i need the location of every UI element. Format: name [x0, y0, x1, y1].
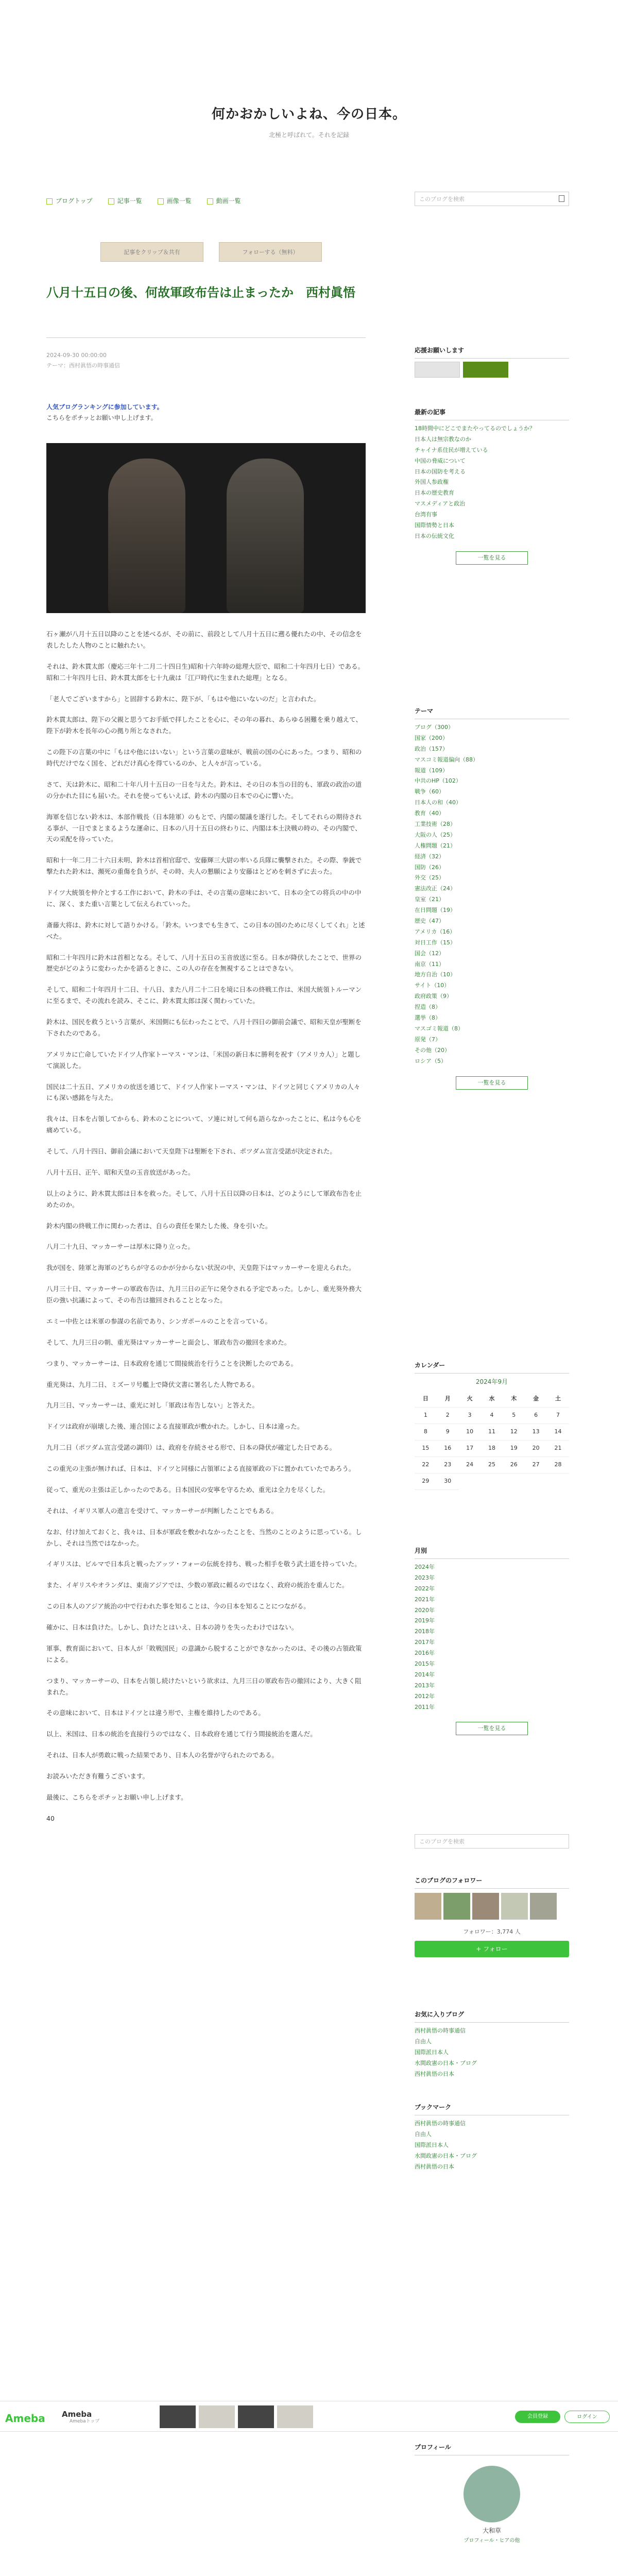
latest-item[interactable]: 日本人は無宗教なのか — [415, 435, 471, 443]
calendar-day[interactable]: 22 — [415, 1456, 437, 1473]
profile-title: プロフィール — [415, 2442, 569, 2455]
recommend-title: お気に入りブログ — [415, 2009, 569, 2023]
article-paragraph: 昭和十一年二月二十六日未明、鈴木は首相官邸で、安藤輝三大尉の率いる兵隊に襲撃された。その際、拳銃で撃たれた鈴木は、瀕死の重傷を負うが、その時、夫人の懇願により安藤はとどめを刺さずに去った。 — [46, 856, 362, 876]
article-paragraph: 確かに、日本は負けた。しかし、負けたとはいえ、日本の誇りを失ったわけではない。 — [46, 1623, 298, 1631]
list-icon — [108, 198, 114, 205]
calendar-day[interactable]: 21 — [547, 1440, 569, 1456]
article-paragraph: つまり、マッカーサーは、日本政府を通じて間接統治を行うことを決断したのである。 — [46, 1359, 298, 1367]
archive-item[interactable]: 2013年 — [415, 1682, 435, 1689]
sidebar-bookmarks — [415, 2102, 569, 2172]
sidebar-search — [415, 1834, 569, 1849]
ranking-link[interactable]: こちらをポチッとお願い申し上げます。 — [46, 414, 157, 421]
archive-item[interactable]: 2019年 — [415, 1617, 435, 1624]
follower-avatar[interactable] — [443, 1893, 470, 1920]
sidebar-calendar — [415, 1360, 569, 1490]
article-paragraph: 八月十五日、正午、昭和天皇の玉音放送があった。 — [46, 1168, 195, 1176]
archive-more-button[interactable]: 一覧を見る — [456, 1722, 528, 1735]
article-paragraph: この重光の主張が無ければ、日本は、ドイツと同様に占領軍による直接軍政の下に置かれていたであろう。 — [46, 1465, 355, 1472]
theme-item[interactable]: 中共のHP（102） — [415, 777, 461, 785]
bookmark-item[interactable]: 水間政憲の日本・ブログ — [415, 2152, 477, 2159]
calendar-day[interactable]: 12 — [503, 1423, 525, 1440]
article-paragraph: 軍事、教育面において、日本人が「敗戦国民」の意識から脱することができなかったのは、その後の占領政策による。 — [46, 1644, 362, 1664]
ad-thumb[interactable] — [238, 2405, 274, 2428]
calendar-weekday: 月 — [437, 1391, 459, 1407]
latest-more-button[interactable]: 一覧を見る — [456, 551, 528, 565]
article-paragraph: アメリカに亡命していたドイツ人作家トーマス・マンは、「米国の新日本に勝利を祝す（アメリカ人）」と題して演説した。 — [46, 1050, 361, 1070]
article-paragraph: そして、九月三日の朝、重光葵はマッカーサーと面会し、軍政布告の撤回を求めた。 — [46, 1338, 291, 1346]
theme-item[interactable]: 経済（32） — [415, 853, 444, 860]
archive-item[interactable]: 2011年 — [415, 1703, 435, 1710]
theme-item[interactable]: 大阪の人（25） — [415, 831, 456, 838]
theme-item[interactable]: 政治（157） — [415, 745, 448, 752]
calendar-weekday: 土 — [547, 1391, 569, 1407]
follower-count: フォロワー：3,774 人 — [463, 1928, 521, 1935]
article-date: 2024-09-30 00:00:00 — [46, 352, 107, 359]
article-paragraph: 国民は二十五日、アメリカの放送を通じて、ドイツ人作家トーマス・マンは、ドイツと同じくアメリカの人々にも深い感銘を与えた。 — [46, 1082, 360, 1102]
theme-item[interactable]: サイト（10） — [415, 982, 450, 989]
calendar-day[interactable]: 19 — [503, 1440, 525, 1456]
ad-thumb[interactable] — [277, 2405, 313, 2428]
sidebar-latest — [415, 407, 569, 565]
article-paragraph: それは、イギリス軍人の進言を受けて、マッカーサーが判断したことでもある。 — [46, 1506, 278, 1515]
portrait-left — [108, 459, 185, 613]
follower-avatar[interactable] — [472, 1893, 499, 1920]
archive-item[interactable]: 2018年 — [415, 1628, 435, 1635]
article-paragraph: それは、日本人が勇敢に戦った結果であり、日本人の名誉が守られたのである。 — [46, 1751, 279, 1759]
calendar-weekday: 火 — [459, 1391, 481, 1407]
sidebar-profile — [415, 2442, 569, 2546]
article-paragraph: この陛下の言葉の中に「もはや他にはいない」という言葉の意味が、戦前の国の心にあった。つまり、昭和の時代だけでなく国を、どれだけ真心を得ているのか、と人々が言っている。 — [46, 748, 362, 767]
share-row — [100, 242, 322, 262]
sidebar-follow-button[interactable]: + フォロー — [415, 1941, 569, 1957]
calendar-day[interactable]: 24 — [459, 1456, 481, 1473]
article-title[interactable]: 八月十五日の後、何故軍政布告は止まったか 西村眞悟 — [46, 285, 355, 300]
article-closing1: お読みいただき有難うございます。 — [46, 1772, 149, 1780]
theme-item[interactable]: ロシア（5） — [415, 1057, 447, 1064]
article-paragraph: この日本人のアジア統治の中で行われた事を知ることは、今の日本を知ることにつながる。 — [46, 1602, 310, 1611]
archive-item[interactable]: 2016年 — [415, 1650, 435, 1657]
theme-title: テーマ — [415, 706, 569, 719]
theme-list — [415, 722, 569, 1067]
ad-thumb[interactable] — [199, 2405, 235, 2428]
latest-item[interactable]: 18時間中にどこでまたやってるのでしょうか？ — [415, 425, 535, 432]
calendar-title: カレンダー — [415, 1360, 569, 1374]
theme-item[interactable]: その他（20） — [415, 1046, 450, 1054]
article-body — [46, 629, 366, 1834]
article-paragraph: 鈴木は、国民を救うという言葉が、米国側にも伝わったことで、八月十四日の御前会議で、昭和天皇が聖断を下されたのである。 — [46, 1018, 362, 1037]
calendar-day[interactable]: 15 — [415, 1440, 437, 1456]
portrait-right — [227, 459, 304, 613]
ameba-logo[interactable]: Ameba — [5, 2412, 45, 2425]
profile-sub[interactable]: プロフィール・ヒアの他 — [464, 2538, 520, 2544]
latest-item[interactable]: チャイナ系住民が増えている — [415, 446, 488, 453]
article-paragraph: 我々は、日本を占領してからも、鈴木のことについて、ソ連に対して何も語らなかったことに、私は今も心を痛めている。 — [46, 1115, 362, 1134]
archive-title: 月別 — [415, 1546, 569, 1559]
recommend-item[interactable]: 西村眞悟の時事通信 — [415, 2027, 466, 2034]
theme-item[interactable]: 国家（200） — [415, 734, 448, 741]
article-paragraph: 以上のように、鈴木貫太郎は日本を救った。そして、八月十五日以降の日本は、どのようにして軍政布告を止めたのか。 — [46, 1189, 362, 1209]
bookmarks-title: ブックマーク — [415, 2102, 569, 2115]
article-theme[interactable]: テーマ：西村眞悟の時事通信 — [46, 362, 120, 369]
theme-item[interactable]: 報道（109） — [415, 767, 448, 774]
ameba-brand[interactable]: Ameba — [62, 2410, 92, 2419]
blog-title[interactable]: 何かおかしいよね、今の日本。 — [211, 107, 406, 122]
calendar-day[interactable]: 23 — [437, 1456, 459, 1473]
follow-free-button[interactable]: フォローする（無料） — [219, 242, 322, 262]
article-counter: 40 — [46, 1814, 55, 1822]
sidebar-search-input[interactable]: このブログを検索 — [415, 1834, 569, 1849]
theme-item[interactable]: 皇室（21） — [415, 896, 444, 903]
bookmark-list — [415, 2026, 569, 2079]
theme-item[interactable]: 捏造（8） — [415, 1004, 441, 1011]
article-paragraph: また、イギリスやオランダは、東南アジアでは、少数の軍政に頼るのではなく、政府の統治を重んじた。 — [46, 1581, 349, 1589]
recommend-item[interactable]: 自由人 — [415, 2038, 432, 2045]
latest-item[interactable]: 日本の国防を考える — [415, 468, 466, 475]
article-paragraph: 海軍を信じない鈴木は、本部作戦長（日本陸軍）のもとで、内閣の閣議を遂行した。そしてそれらの期待される事が、一日でまとまるような運命に、日本の八月十五日の終わりに、内閣は本土決戦の時の、その内閣で、天の采配を待っていた。 — [46, 812, 362, 843]
calendar-day[interactable]: 8 — [415, 1423, 437, 1440]
profile-name[interactable]: 大和草 — [482, 2527, 501, 2534]
calendar-day[interactable]: 27 — [525, 1456, 547, 1473]
article-paragraph: それは、鈴木貫太郎（慶応三年十二月二十四日生)昭和十六年時の総理大臣で、昭和二十年四月七日）である。昭和二十年四月七日、鈴木貫太郎を七十九歳は「江戸時代に生まれた総理」となる。 — [46, 662, 365, 682]
ranking-line: 人気ブログランキングに参加しています。 — [46, 403, 163, 411]
latest-item[interactable]: 国際情勢と日本 — [415, 522, 454, 529]
article-paragraph: 八月二十九日、マッカーサーは厚木に降り立った。 — [46, 1243, 195, 1251]
calendar-table — [415, 1391, 569, 1490]
sidebar-support — [415, 345, 569, 378]
article-paragraph: ドイツは政府が崩壊した後、連合国による直接軍政が敷かれた。しかし、日本は違った。 — [46, 1422, 304, 1431]
calendar-weekday: 水 — [481, 1391, 503, 1407]
latest-title: 最新の記事 — [415, 407, 569, 420]
article-paragraph: なお、付け加えておくと、我々は、日本が軍政を敷かれなかったことを、当然のことのように思っている。しかし、それは当然ではなかった。 — [46, 1528, 362, 1547]
article-paragraph: 昭和二十年四月に鈴木は首相となる。そして、八月十五日の玉音放送に至る。日本が降伏したことで、世界の歴史がどのように変わったかを語るときに、この人の存在を無視することはできない。 — [46, 953, 362, 973]
calendar-day[interactable]: 14 — [547, 1423, 569, 1440]
home-icon — [46, 198, 53, 205]
follower-avatar[interactable] — [530, 1893, 557, 1920]
sidebar-archive — [415, 1546, 569, 1735]
calendar-day[interactable]: 20 — [525, 1440, 547, 1456]
calendar-weekday: 金 — [525, 1391, 547, 1407]
article-paragraph: 重光葵は、九月二日、ミズーリ号艦上で降伏文書に署名した人物である。 — [46, 1380, 259, 1388]
article-closing2[interactable]: 最後に、こちらをポチッとお願い申し上げます。 — [46, 1793, 187, 1801]
theme-item[interactable]: マスコミ報道偏向（88） — [415, 756, 478, 763]
calendar-day[interactable]: 1 — [415, 1407, 437, 1423]
archive-item[interactable]: 2020年 — [415, 1606, 435, 1614]
recommend-item[interactable]: 水間政憲の日本・ブログ — [415, 2059, 477, 2066]
calendar-day[interactable]: 4 — [481, 1407, 503, 1423]
archive-item[interactable]: 2017年 — [415, 1639, 435, 1646]
nav-image-list[interactable]: 画像一覧 — [158, 196, 192, 207]
article-paragraph: 九月三日、マッカーサーは、重光に対し「軍政は布告しない」と答えた。 — [46, 1401, 259, 1410]
archive-item[interactable]: 2024年 — [415, 1564, 435, 1570]
followers-title: このブログのフォロワー — [415, 1875, 569, 1889]
login-button[interactable]: ログイン — [564, 2411, 610, 2423]
article-paragraph: 鈴木貫太郎は、陛下の父親と思うてお手紙で拝したことを心に、その年の暮れ、あらゆる困難を乗り越えて、陛下が鈴木を長年の心の拠り所となされた。 — [46, 716, 363, 735]
calendar-day[interactable]: 25 — [481, 1456, 503, 1473]
nav-article-list[interactable]: 記事一覧 — [108, 196, 142, 207]
ameba-thumbs — [160, 2405, 313, 2428]
theme-item[interactable]: 選挙（8） — [415, 1014, 441, 1022]
theme-item[interactable]: マスゴミ報道（8） — [415, 1025, 464, 1032]
ameba-header-bar — [0, 2401, 618, 2432]
image-icon — [158, 198, 164, 205]
profile-avatar[interactable] — [464, 2466, 520, 2522]
recommend-item[interactable]: 国際派日本人 — [415, 2048, 449, 2056]
article-paragraph: さて、天は鈴木に、昭和二十年八月十五日の一日を与えた。鈴木は、その日の本当の目的も、軍政の政治の道の分かれた目にも届いた。それを使ってもいえば、鈴木の内閣の日本での心に響いた。 — [46, 780, 362, 800]
article-paragraph: イギリスは、ビルマで日本兵と戦ったアッツ・フォーの伝統を持ち、戦った相手を敬う武士道を持っていた。 — [46, 1560, 361, 1568]
ranking-block — [46, 402, 366, 423]
theme-item[interactable]: 政府政策（9） — [415, 993, 452, 1000]
theme-more-button[interactable]: 一覧を見る — [456, 1076, 528, 1090]
calendar-day[interactable]: 13 — [525, 1423, 547, 1440]
latest-item[interactable]: 台湾有事 — [415, 511, 437, 518]
theme-item[interactable]: 国防（26） — [415, 863, 444, 871]
archive-item[interactable]: 2023年 — [415, 1574, 435, 1581]
blog-header — [0, 0, 618, 170]
support-title: 応援お願いします — [415, 345, 569, 359]
calendar-day[interactable]: 17 — [459, 1440, 481, 1456]
ameba-account — [515, 2411, 610, 2423]
ameba-top-link[interactable]: Amebaトップ — [70, 2419, 100, 2424]
article-paragraph: 石ヶ瀬が八月十五日以降のことを述べるが、その前に、前段として八月十五日に遡る優れたの中、その信念を表したした人物のことに触れたい。 — [46, 630, 362, 649]
theme-item[interactable]: 対日工作（15） — [415, 939, 456, 946]
article-paragraph: つまり、マッカーサーの、日本を占領し続けたいという欲求は、九月三日の軍政布告の撤回により、大きく阻まれた。 — [46, 1676, 362, 1696]
blog-search-input[interactable]: このブログを検索 — [415, 192, 569, 206]
theme-item[interactable]: 在日問題（19） — [415, 907, 456, 914]
theme-item[interactable]: 工業技術（28） — [415, 821, 456, 828]
recommend-item[interactable]: 西村眞悟の日本 — [415, 2070, 454, 2077]
blog-description: 北極と呼ばれて。それを記録 — [269, 131, 349, 139]
article-paragraph: エミー中佐とは米軍の参謀の名前であり、シンガポールのことを言っている。 — [46, 1317, 271, 1325]
nav-video-list[interactable]: 動画一覧 — [207, 196, 241, 207]
sidebar-recommend — [415, 2009, 569, 2079]
theme-item[interactable]: 人権問題（21） — [415, 842, 456, 849]
latest-item[interactable]: 外国人参政権 — [415, 479, 449, 486]
article-paragraph: 従って、重光の主張は正しかったのである。日本国民の安寧を守るため、重光は全力を尽くした。 — [46, 1485, 330, 1494]
calendar-day[interactable]: 9 — [437, 1423, 459, 1440]
latest-list — [415, 423, 569, 542]
theme-item[interactable]: 戦争（60） — [415, 788, 444, 795]
article-paragraph: そして、昭和二十年四月十二日、十八日、また八月二十二日を境に日本の終戦工作は、米国大統領トルーマンに至るまで、その流れを読み、そこに、鈴木貫太郎は深く関わっていた。 — [46, 986, 362, 1005]
article-paragraph: そして、八月十四日、御前会議において天皇陛下は聖断を下され、ポツダム宣言受諾が決定された。 — [46, 1147, 336, 1155]
article-paragraph: 我が国を、陸軍と海軍のどちらが守るのかが分からない状況の中、天皇陛下はマッカーサーを迎えられた。 — [46, 1264, 355, 1272]
calendar-day[interactable]: 10 — [459, 1423, 481, 1440]
ranking-banner[interactable] — [463, 362, 508, 378]
calendar-day[interactable]: 26 — [503, 1456, 525, 1473]
archive-item[interactable]: 2022年 — [415, 1585, 435, 1592]
theme-item[interactable]: 日本人の和（40） — [415, 799, 461, 806]
calendar-day[interactable]: 11 — [481, 1423, 503, 1440]
theme-item[interactable]: 原発（7） — [415, 1036, 441, 1043]
article-paragraph: 以上、米国は、日本の統治を直接行うのではなく、日本政府を通じて行う間接統治を選んだ。 — [46, 1730, 317, 1738]
article-paragraph: その意味において、日本はドイツとは違う形で、主権を維持したのである。 — [46, 1709, 265, 1717]
article-paragraph: 「老人でございますから」と固辞する鈴木に、陛下が、「もはや他にいないのだ」と言われた。 — [46, 694, 320, 703]
calendar-day[interactable]: 2 — [437, 1407, 459, 1423]
archive-list — [415, 1562, 569, 1713]
bookmark-item[interactable]: 西村眞悟の時事通信 — [415, 2120, 466, 2127]
latest-item[interactable]: 日本の伝統文化 — [415, 532, 454, 539]
calendar-day[interactable]: 5 — [503, 1407, 525, 1423]
calendar-day[interactable]: 18 — [481, 1440, 503, 1456]
bookmark-item[interactable]: 自由人 — [415, 2130, 432, 2138]
follower-avatar[interactable] — [415, 1893, 441, 1920]
clip-share-button[interactable]: 記事をクリップ＆共有 — [100, 242, 203, 262]
theme-item[interactable]: 南京（11） — [415, 960, 444, 968]
article-paragraph: 鈴木内閣の終戦工作に関わった者は、自らの責任を果たした後、身を引いた。 — [46, 1222, 272, 1230]
theme-item[interactable]: 外交（25） — [415, 874, 444, 882]
bookmark-list-2 — [415, 2119, 569, 2172]
sidebar-followers — [415, 1875, 569, 1957]
follower-avatars — [415, 1893, 569, 1920]
theme-item[interactable]: 教育（40） — [415, 810, 444, 817]
theme-item[interactable]: 地方自治（10） — [415, 971, 456, 978]
theme-item[interactable]: アメリカ（16） — [415, 928, 456, 935]
register-button[interactable]: 会員登録 — [515, 2411, 560, 2423]
video-icon — [207, 198, 213, 205]
archive-item[interactable]: 2012年 — [415, 1692, 435, 1700]
calendar-day[interactable]: 29 — [415, 1473, 437, 1489]
archive-item[interactable]: 2021年 — [415, 1596, 435, 1603]
ranking-banner[interactable] — [415, 362, 460, 378]
theme-item[interactable]: 国会（12） — [415, 950, 444, 957]
calendar-day[interactable]: 28 — [547, 1456, 569, 1473]
calendar-day[interactable]: 30 — [437, 1473, 459, 1489]
blog-nav — [46, 196, 241, 207]
bookmark-item[interactable]: 国際派日本人 — [415, 2141, 449, 2148]
latest-item[interactable]: マスメディアと政治 — [415, 500, 466, 507]
calendar-day[interactable]: 6 — [525, 1407, 547, 1423]
title-divider — [46, 337, 366, 338]
archive-item[interactable]: 2014年 — [415, 1671, 435, 1678]
calendar-weekday: 木 — [503, 1391, 525, 1407]
article-paragraph: 斎藤大将は、鈴木に対して語りかける。「鈴木。いつまでも生きて、この日本の国のために尽くしてくれ」と述べた。 — [46, 921, 365, 940]
latest-item[interactable]: 中国の脅威について — [415, 457, 466, 464]
calendar-weekday: 日 — [415, 1391, 437, 1407]
article-paragraph: 九月二日（ポツダム宣言受諾の調印）は、政府を存続させる形で、日本の降伏が確定した日である。 — [46, 1444, 336, 1452]
article-paragraph: 八月三十日、マッカーサーの軍政布告は、九月三日の正午に発令される予定であった。しかし、重光葵外務大臣の強い抗議によって、その布告は撤回されることとなった。 — [46, 1285, 362, 1304]
theme-item[interactable]: 歴史（47） — [415, 918, 444, 925]
bookmark-item[interactable]: 西村眞悟の日本 — [415, 2163, 454, 2170]
search-icon[interactable] — [559, 195, 564, 202]
calendar-day[interactable]: 3 — [459, 1407, 481, 1423]
theme-item[interactable]: 憲法改正（24） — [415, 885, 456, 892]
calendar-day[interactable]: 7 — [547, 1407, 569, 1423]
article-photo — [46, 443, 366, 613]
follower-avatar[interactable] — [501, 1893, 528, 1920]
ad-thumb[interactable] — [160, 2405, 196, 2428]
nav-blog-top[interactable]: ブログトップ — [46, 196, 93, 207]
theme-item[interactable]: ブログ（300） — [415, 724, 454, 731]
calendar-month: 2024年9月 — [475, 1378, 508, 1385]
archive-item[interactable]: 2015年 — [415, 1660, 435, 1668]
article-paragraph: ドイツ大統領を仲介とする工作において、鈴木の手は、その言葉の意味において、日本の全ての将兵の中の中に、深く、また重い言葉として伝えられていった。 — [46, 889, 362, 908]
latest-item[interactable]: 日本の歴史教育 — [415, 489, 454, 497]
sidebar-themes — [415, 706, 569, 1090]
calendar-day[interactable]: 16 — [437, 1440, 459, 1456]
